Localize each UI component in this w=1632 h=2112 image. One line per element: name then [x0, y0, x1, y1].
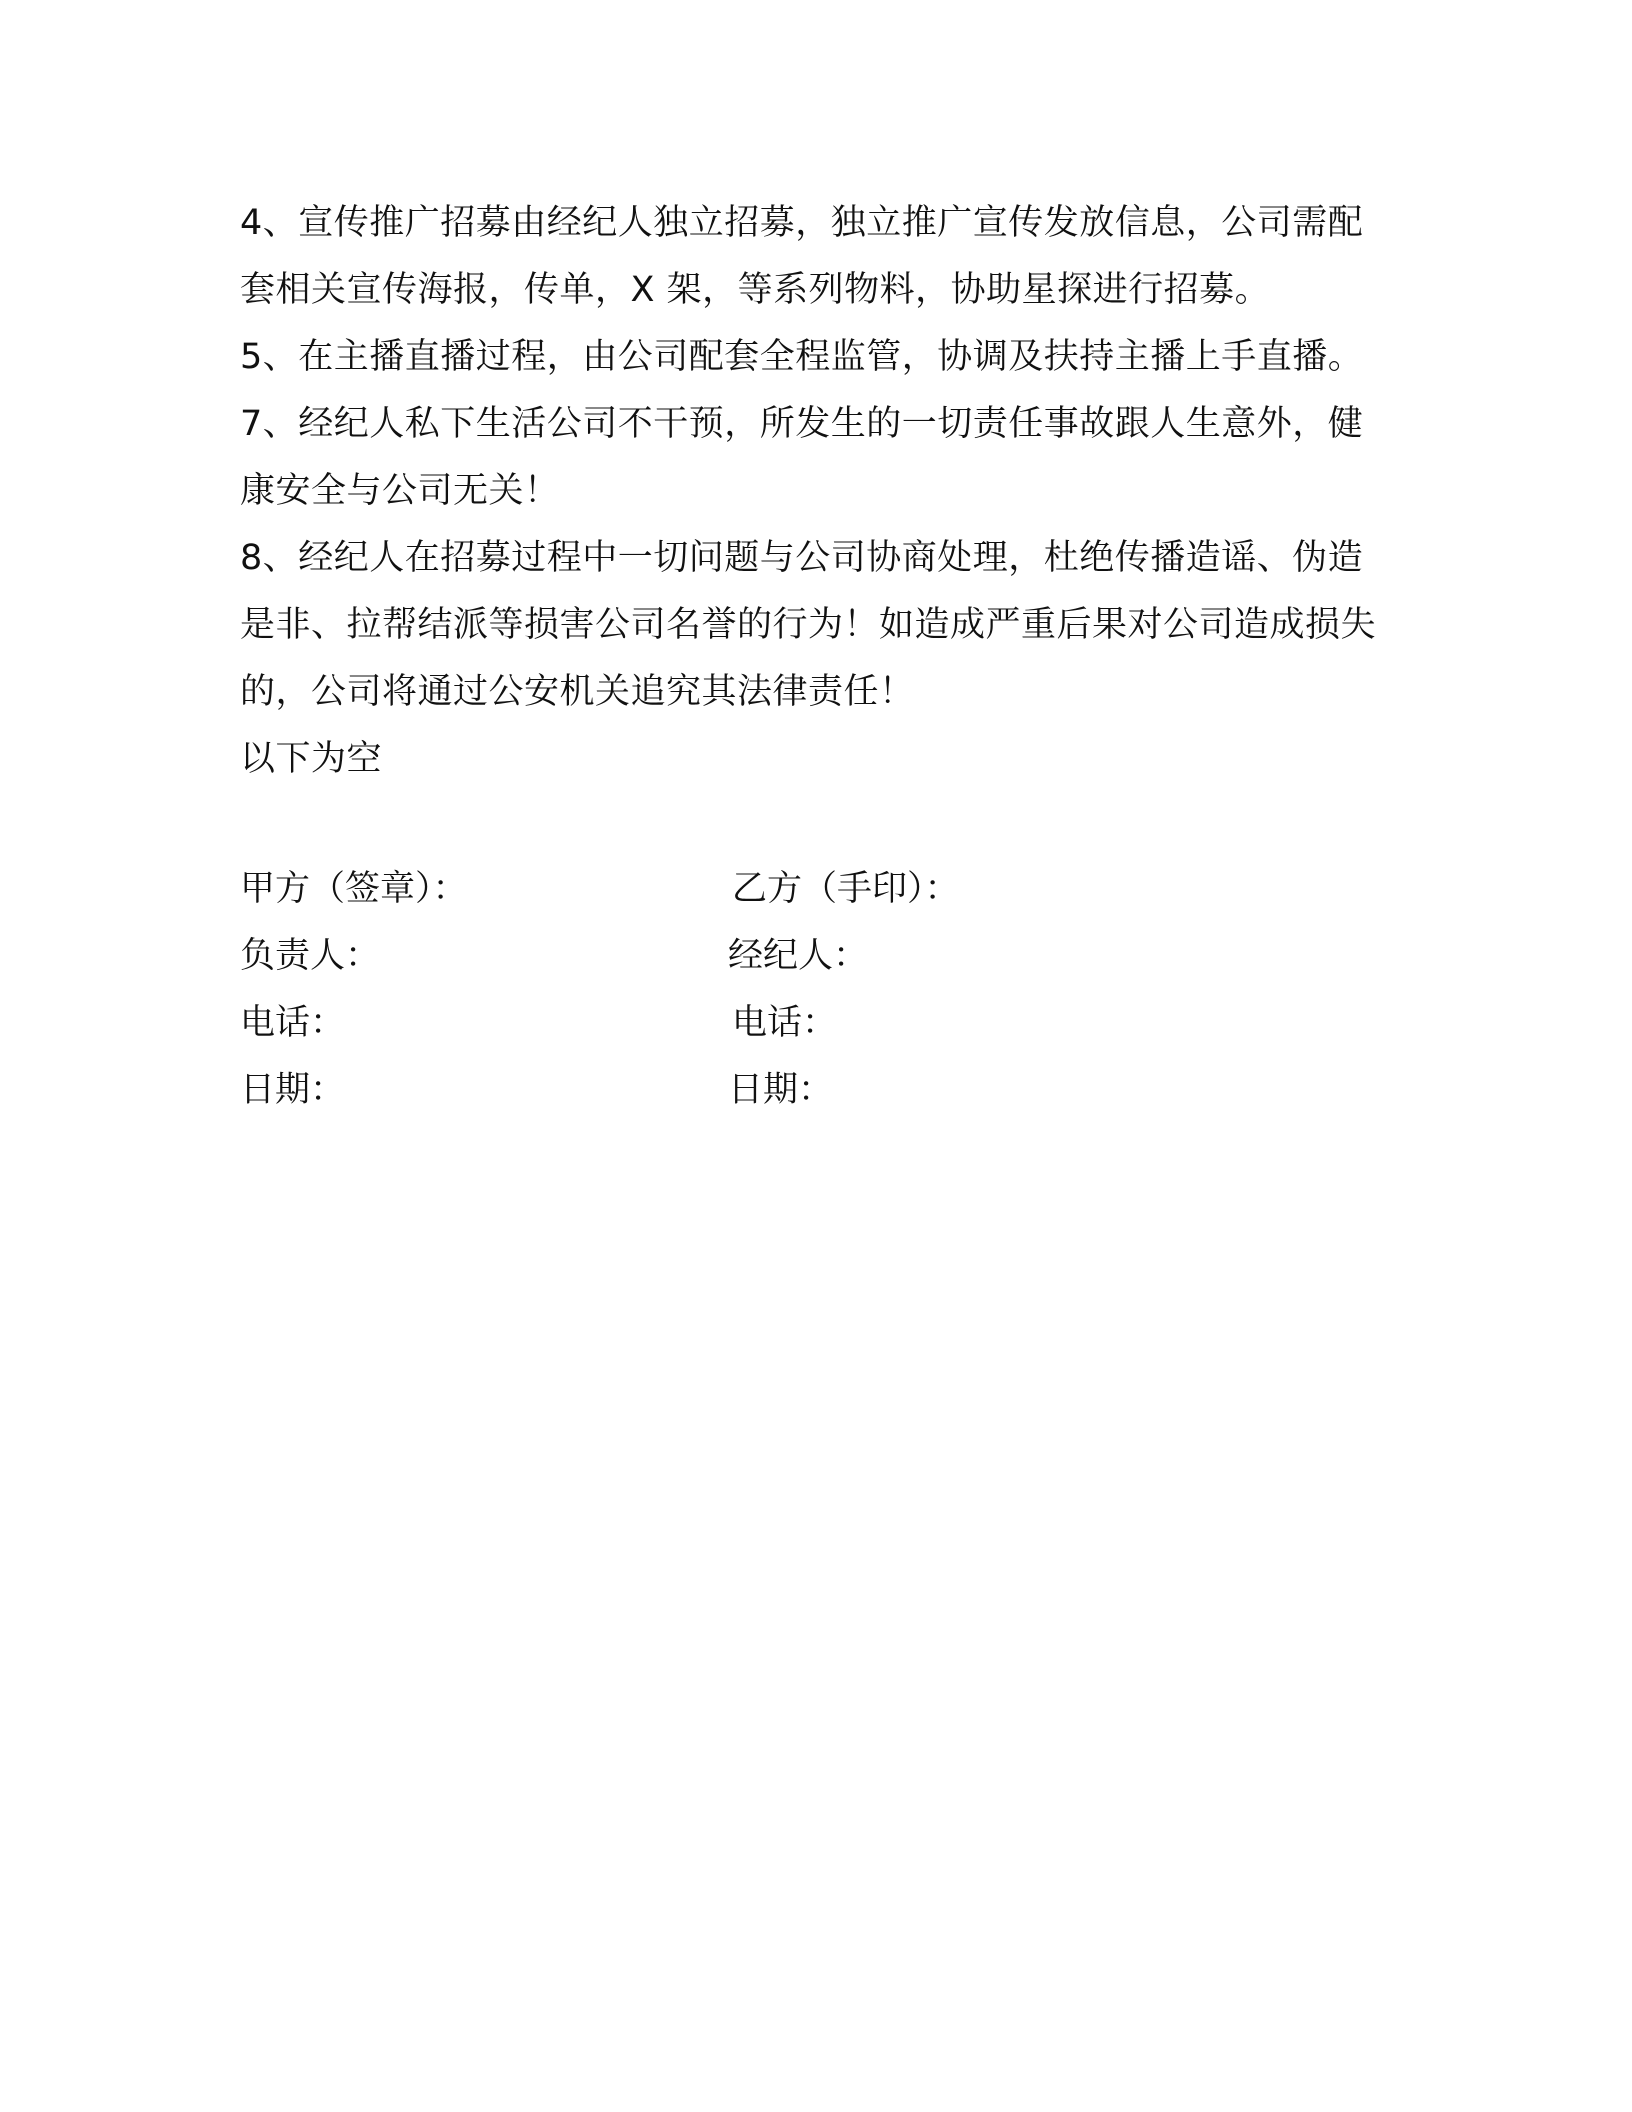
clause-7: 7、经纪人私下生活公司不干预，所发生的一切责任事故跟人生意外，健康安全与公司无关！ [240, 404, 1364, 511]
party-a-phone-label: 电话： [240, 1003, 346, 1043]
party-b-phone-label: 电话： [732, 1003, 838, 1043]
clause-8: 8、经纪人在招募过程中一切问题与公司协商处理，杜绝传播造谣、伪造是非、拉帮结派等损害公司名誉的行为！如造成严重后果对公司造成损失的，公司将通过公安机关追究其法律责任！ [240, 538, 1377, 712]
contract-clauses [240, 190, 1390, 793]
clause-4: 4、宣传推广招募由经纪人独立招募，独立推广宣传发放信息，公司需配套相关宣传海报，传单，X 架，等系列物料，协助星探进行招募。 [240, 203, 1364, 310]
party-a-date-label: 日期： [240, 1070, 346, 1110]
signature-row-phone [240, 990, 1390, 1057]
signature-row-person [240, 923, 1390, 990]
responsible-person-label: 负责人： [240, 936, 381, 976]
clause-5: 5、在主播直播过程，由公司配套全程监管，协调及扶持主播上手直播。 [240, 337, 1364, 377]
signature-row-date [240, 1057, 1390, 1124]
party-b-label: 乙方（手印）： [732, 869, 960, 909]
party-b-date-label: 日期： [728, 1070, 834, 1110]
signature-row-party [240, 856, 1390, 923]
party-a-label: 甲方（签章）： [240, 869, 468, 909]
end-note: 以下为空 [240, 739, 383, 779]
signature-block [240, 856, 1390, 1124]
agent-label: 经纪人： [728, 936, 869, 976]
